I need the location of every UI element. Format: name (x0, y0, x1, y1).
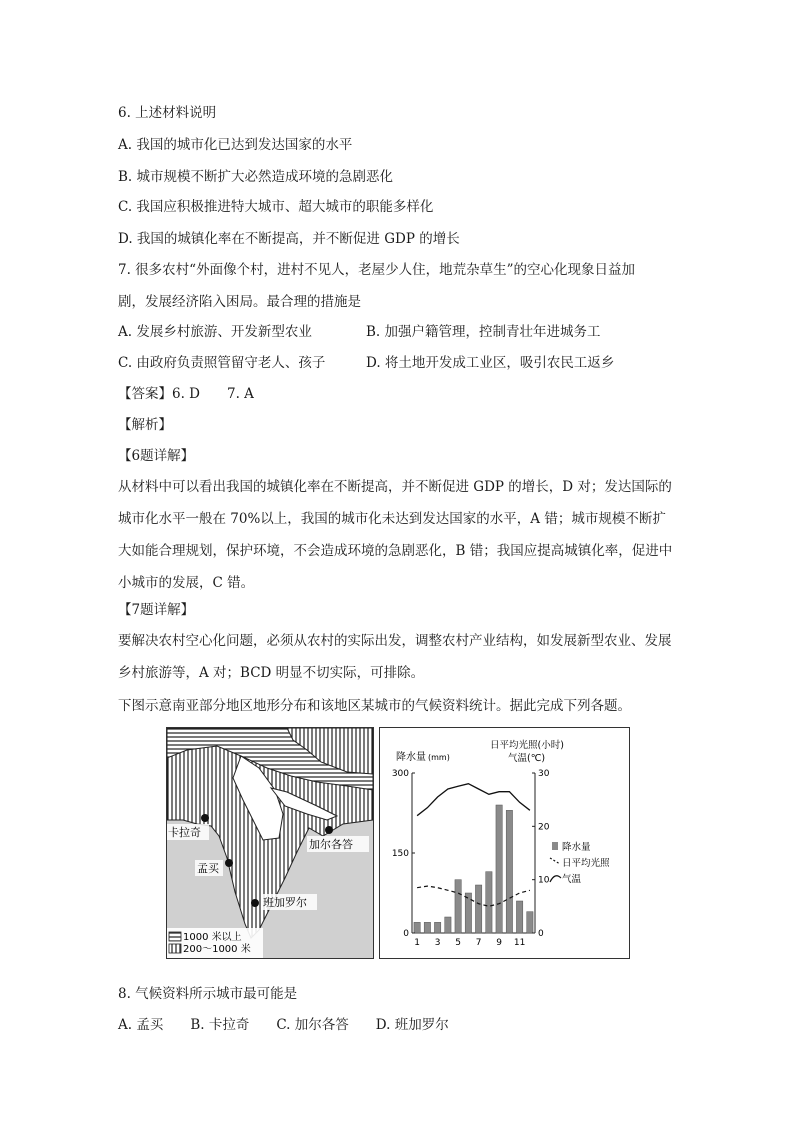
precip-bar (434, 922, 440, 933)
x-tick-label: 9 (496, 938, 502, 948)
q7-detail-text: 要解决农村空心化问题，必须从农村的实际出发，调整农村产业结构，如发展新型农业、发展乡村旅游等，A 对；BCD 明显不切实际，可排除。 (118, 633, 672, 681)
city-label-karachi: 卡拉奇 (168, 826, 201, 839)
q6-stem: 6. 上述材料说明 (118, 105, 217, 121)
precip-bar (516, 901, 522, 933)
precip-bar (414, 922, 420, 933)
answer-line: 【答案】6. D 7. A (118, 386, 254, 402)
sunshine-line (417, 886, 530, 906)
q7-option-b: B. 加强户籍管理，控制青壮年进城务工 (366, 324, 601, 340)
q7-option-a: A. 发展乡村旅游、开发新型农业 (118, 324, 312, 340)
q7-detail-heading: 【7题详解】 (118, 602, 195, 618)
q7-option-c: C. 由政府负责照管留守老人、孩子 (118, 355, 326, 371)
x-tick-label: 11 (513, 938, 526, 948)
right-tick-label: 20 (538, 822, 550, 833)
city-dot-mumbai (225, 859, 233, 867)
city-dot-karachi (201, 814, 209, 822)
city-dot-bangalore (251, 899, 259, 907)
legend-sunshine-swatch (550, 858, 560, 864)
q6-option-c: C. 我国应积极推进特大城市、超大城市的职能多样化 (118, 199, 434, 215)
legend-sunshine: 日平均光照 (562, 858, 610, 869)
precip-bar (527, 912, 533, 933)
q6-detail-heading: 【6题详解】 (118, 448, 195, 464)
precip-bar (506, 810, 512, 933)
right-tick-label: 0 (538, 929, 544, 939)
legend-swatch-high (169, 932, 181, 941)
map-drawing (167, 728, 373, 958)
right-tick-label: 30 (538, 769, 550, 779)
q7-stem-line1: 7. 很多农村“外面像个村，进村不见人，老屋少人住，地荒杂草生”的空心化现象日益加 (118, 262, 635, 278)
left-tick-label: 150 (391, 849, 409, 859)
legend-temp-swatch (550, 876, 561, 882)
city-label-kolkata: 加尔各答 (309, 838, 353, 851)
city-dot-kolkata (325, 826, 333, 834)
x-tick-label: 7 (475, 938, 482, 948)
precip-bar (486, 872, 492, 933)
legend-temp: 气温 (562, 874, 582, 885)
q6-option-b: B. 城市规模不断扩大必然造成环境的急剧恶化 (118, 169, 394, 185)
x-tick-label: 5 (455, 938, 461, 948)
q7-stem-line2: 剧，发展经济陷入困局。最合理的措施是 (118, 294, 361, 310)
precip-bar (496, 805, 502, 933)
legend-swatch-mid (169, 944, 181, 953)
climate-chart (379, 727, 630, 959)
climate-chart-svg (380, 728, 629, 958)
precip-bar (465, 893, 471, 933)
south-asia-map (166, 727, 374, 959)
right-axis-label-2: 气温(℃) (508, 753, 546, 764)
city-label-mumbai: 孟买 (197, 862, 219, 875)
q7-option-d: D. 将土地开发成工业区，吸引农民工返乡 (366, 355, 615, 371)
right-tick-label: 10 (538, 875, 550, 886)
left-axis-label: 降水量 (mm) (396, 752, 450, 763)
legend-high: 1000 米以上 (183, 932, 242, 943)
temperature-line (417, 784, 530, 816)
figure-intro: 下图示意南亚部分地区地形分布和该地区某城市的气候资料统计。据此完成下列各题。 (118, 698, 631, 714)
q8-stem: 8. 气候资料所示城市最可能是 (118, 986, 298, 1002)
legend-mid: 200～1000 米 (183, 944, 251, 955)
precip-bar (445, 917, 451, 933)
legend-precip: 降水量 (562, 842, 591, 853)
q6-option-a: A. 我国的城市化已达到发达国家的水平 (118, 137, 353, 153)
precip-bar (424, 922, 430, 933)
left-tick-label: 0 (403, 929, 409, 939)
q6-detail-text: 从材料中可以看出我国的城镇化率在不断提高，并不断促进 GDP 的增长，D 对；发达国际的城市化水平一般在 70%以上，我国的城市化未达到发达国家的水平，A 错；城市规模不断扩大如能合理规划，保护环境，不会造成环境的急剧恶化，B 错；我国应提高城镇化率，促进中小城市的发展，C 错。 (118, 479, 673, 591)
city-label-bangalore: 班加罗尔 (263, 896, 307, 909)
analysis-heading: 【解析】 (118, 417, 172, 433)
right-axis-label-1: 日平均光照(小时) (490, 740, 564, 751)
q8-options: A. 孟买 B. 卡拉奇 C. 加尔各答 D. 班加罗尔 (118, 1017, 449, 1033)
q6-option-d: D. 我国的城镇化率在不断提高，并不断促进 GDP 的增长 (118, 231, 460, 247)
x-tick-label: 1 (414, 938, 420, 948)
left-tick-label: 300 (391, 769, 409, 779)
legend-precip-swatch (552, 842, 558, 850)
x-tick-label: 3 (434, 938, 441, 948)
precip-bar (475, 885, 481, 933)
precip-bar (455, 880, 461, 933)
